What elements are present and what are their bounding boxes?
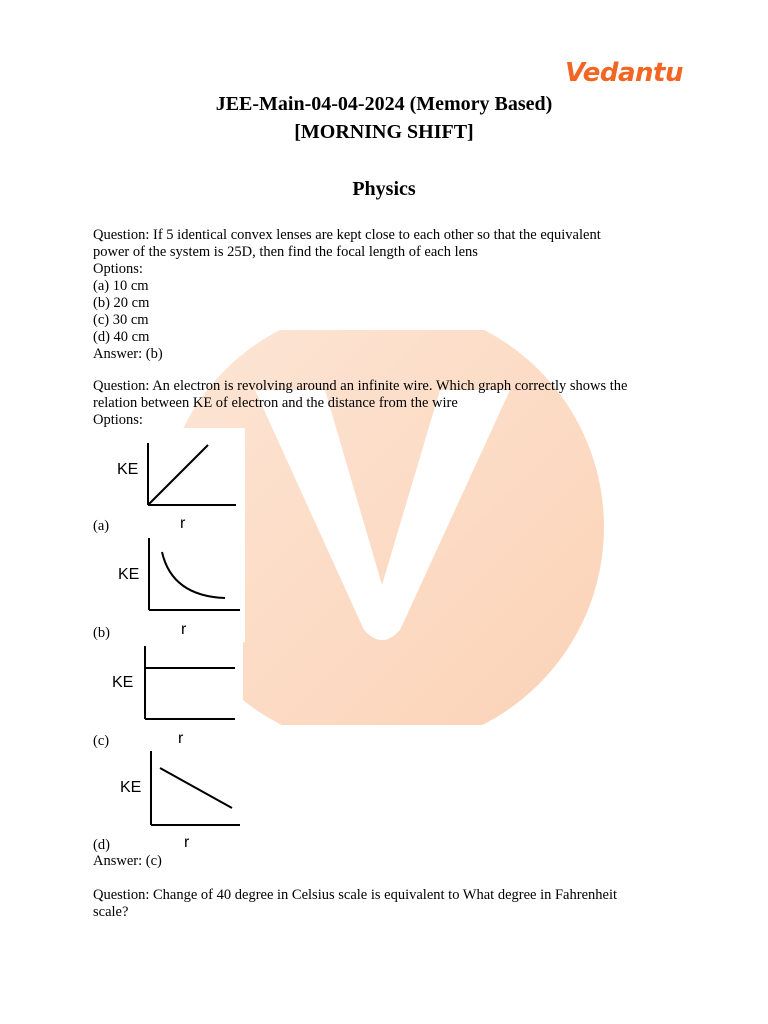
question-2-options-label: Options: (93, 412, 143, 428)
exam-title: JEE-Main-04-04-2024 (Memory Based) (215, 93, 553, 115)
graph-d-option-label: (d) (93, 837, 110, 853)
graph-option-d (112, 748, 247, 853)
graph-b-option-label: (b) (93, 625, 110, 641)
graph-option-b (110, 534, 245, 642)
shift-title: [MORNING SHIFT] (294, 121, 474, 143)
subject-heading: Physics (352, 178, 416, 200)
graph-d-x-label: r (184, 834, 190, 851)
graph-a-option-label: (a) (93, 518, 110, 534)
question-3-line-1: Question: Change of 40 degree in Celsius scale is equivalent to What degree in Fahrenheit (93, 887, 618, 903)
question-1 (93, 227, 601, 363)
graph-d-y-label: KE (120, 779, 142, 796)
graph-c-y-label: KE (112, 674, 134, 691)
question-1-option-a: (a) 10 cm (93, 278, 149, 294)
vedantu-logo: Vedantu (565, 58, 683, 88)
question-1-option-d: (d) 40 cm (93, 329, 150, 345)
question-1-options-label: Options: (93, 261, 143, 277)
question-3 (93, 887, 617, 921)
question-1-line-2: power of the system is 25D, then find the focal length of each lens (93, 244, 478, 260)
question-2-answer: Answer: (c) (93, 853, 162, 869)
graph-option-a (110, 428, 245, 538)
question-1-answer: Answer: (b) (93, 346, 163, 362)
graph-c-x-label: r (178, 730, 184, 747)
question-2-line-1: Question: An electron is revolving around an infinite wire. Which graph correctly shows the (93, 378, 628, 394)
graph-c-option-label: (c) (93, 733, 110, 749)
graph-option-c (108, 642, 243, 750)
graph-a-y-label: KE (117, 461, 139, 478)
question-1-line-1: Question: If 5 identical convex lenses are kept close to each other so that the equivalent (93, 227, 601, 243)
question-1-option-c: (c) 30 cm (93, 312, 149, 328)
question-3-line-2: scale? (93, 904, 129, 920)
graph-a-x-label: r (180, 515, 186, 532)
question-1-option-b: (b) 20 cm (93, 295, 150, 311)
graph-b-x-label: r (181, 621, 187, 638)
question-2 (93, 378, 627, 429)
question-2-line-2: relation between KE of electron and the distance from the wire (93, 395, 458, 411)
graph-b-y-label: KE (118, 566, 140, 583)
